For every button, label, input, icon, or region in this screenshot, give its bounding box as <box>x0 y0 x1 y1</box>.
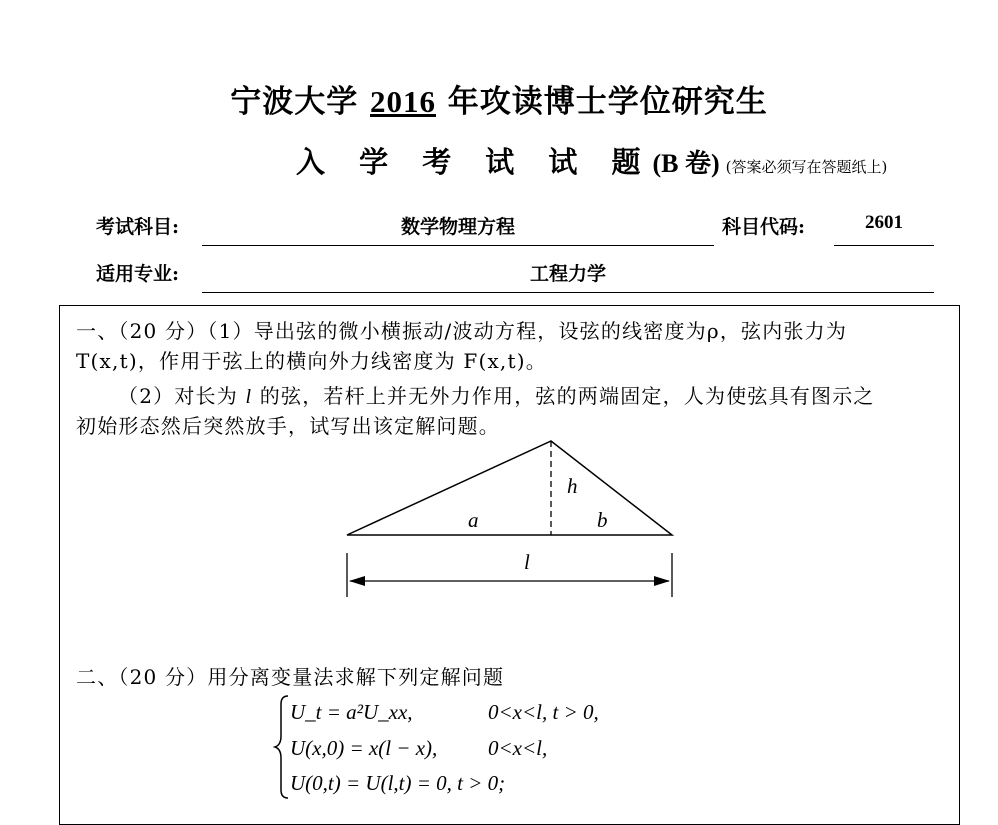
title-year: 2016 <box>370 84 436 119</box>
subtitle-version: (B 卷) <box>652 149 720 178</box>
subject-value: 数学物理方程 <box>400 216 515 238</box>
q2-eq1-cond: 0<x<l, t > 0, <box>488 700 599 724</box>
q2-eq1: U_t = a²U_xx, <box>290 700 413 724</box>
major-label: 适用专业: <box>96 263 180 285</box>
q1-line4: 初始形态然后突然放手，试写出该定解问题。 <box>76 414 500 438</box>
q2-eq2-cond: 0<x<l, <box>488 736 548 760</box>
q2-eq3: U(0,t) = U(l,t) = 0, t > 0; <box>290 771 506 795</box>
q1-line3-b: 的弦，若杆上并无外力作用，弦的两端固定，人为使弦具有图示之 <box>252 384 875 408</box>
label-a: a <box>468 508 479 532</box>
subtitle-note: (答案必须写在答题纸上) <box>725 158 888 176</box>
q1-line1: 一、（20 分）（1）导出弦的微小横振动/波动方程，设弦的线密度为ρ，弦内张力为 <box>76 319 848 343</box>
label-l: l <box>524 550 530 574</box>
code-label: 科目代码: <box>722 216 806 238</box>
arrow-right-icon <box>654 576 670 586</box>
major-value: 工程力学 <box>529 263 606 285</box>
title-suffix: 年攻读博士学位研究生 <box>436 84 768 120</box>
title-prefix: 宁波大学 <box>230 84 370 120</box>
arrow-left-icon <box>349 576 365 586</box>
q1-line3-a: （2）对长为 <box>118 384 246 408</box>
label-b: b <box>597 508 608 532</box>
subject-label: 考试科目: <box>96 216 180 238</box>
label-h: h <box>567 474 578 498</box>
q2-line1: 二、（20 分）用分离变量法求解下列定解问题 <box>76 665 505 689</box>
code-value: 2601 <box>865 212 903 233</box>
q2-eq2: U(x,0) = x(l − x), <box>290 736 438 760</box>
system-brace-icon <box>272 694 292 800</box>
subtitle-main: 入 学 考 试 试 题 <box>296 145 653 179</box>
triangle-shape <box>347 441 672 535</box>
q1-line3-l: l <box>245 386 253 408</box>
q1-line2: T(x,t)，作用于弦上的横向外力线密度为 F(x,t)。 <box>76 349 547 373</box>
